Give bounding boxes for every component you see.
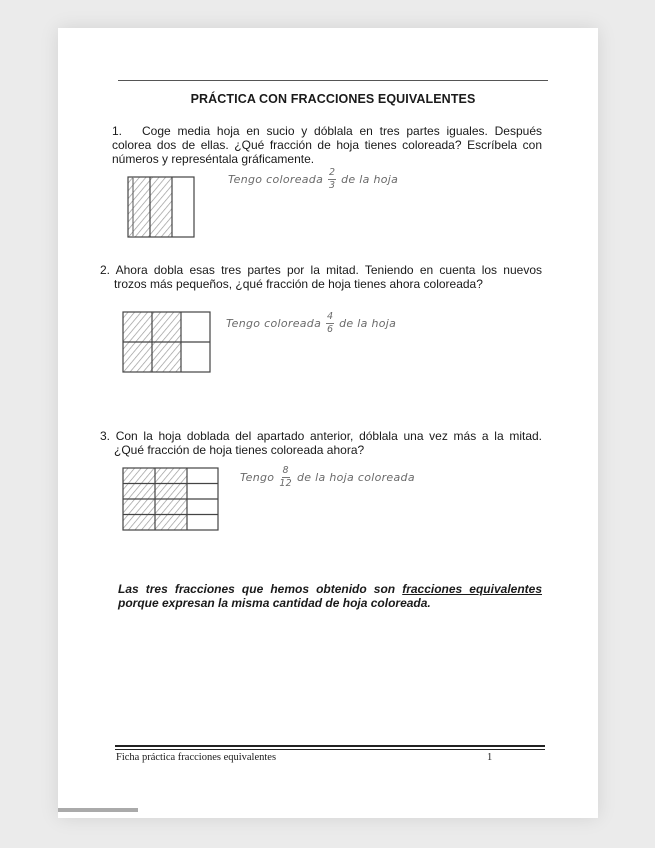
answer-1-denominator: 3 [328,180,336,191]
page-title: PRÁCTICA CON FRACCIONES EQUIVALENTES [190,92,476,106]
question-1-text-1: Coge media hoja en sucio y dóblala en tres partes iguales. Después [142,124,542,138]
header-rule [118,80,548,81]
page-edge-shadow [58,808,138,812]
answer-3-denominator: 12 [279,478,293,489]
answer-3-numerator: 8 [282,465,289,476]
figure-sixths [122,311,212,373]
footer-rule [115,745,545,747]
figure-thirds [127,176,197,238]
answer-3-post: de la hoja coloreada [297,471,415,484]
question-3-line-2: ¿Qué fracción de hoja tienes coloreada ahora? [114,443,365,457]
question-1-line-1 [112,124,542,138]
question-3-line-1: 3. Con la hoja doblada del apartado anterior, dóblala una vez más a la mitad. [100,429,542,443]
answer-2-denominator: 6 [326,324,334,335]
answer-3-pre: Tengo [240,471,275,484]
answer-2-fraction [326,312,334,335]
question-1 [112,124,542,166]
question-2-line-2: trozos más pequeños, ¿qué fracción de hoja tienes ahora coloreada? [114,277,483,291]
answer-2-numerator: 4 [326,311,334,322]
conclusion-key-term: fracciones equivalentes [402,582,542,596]
answer-3-handwritten [240,466,415,489]
question-1-number: 1. [112,124,123,138]
figure-twelfths [122,467,220,531]
answer-1-handwritten [228,168,398,191]
answer-3-fraction [279,466,292,489]
footer-title: Ficha práctica fracciones equivalentes [116,752,277,763]
page-number: 1 [487,752,493,763]
question-1-line-3: números y represéntala gráficamente. [112,152,315,166]
answer-2-post: de la hoja [339,317,397,330]
question-1-line-2: colorea dos de ellas. ¿Qué fracción de hoja tienes coloreada? Escríbela con [112,138,542,152]
conclusion-text-1: Las tres fracciones que hemos obtenido son [118,582,396,596]
answer-2-handwritten [226,312,396,335]
answer-1-fraction [328,168,336,191]
footer-rule-thin [115,749,545,750]
conclusion [118,582,542,610]
answer-1-pre: Tengo coloreada [228,173,324,186]
answer-1-post: de la hoja [341,173,399,186]
answer-2-pre: Tengo coloreada [226,317,322,330]
conclusion-line-2: porque expresan la misma cantidad de hoja coloreada. [118,596,431,610]
question-3 [100,429,542,457]
conclusion-line-1 [118,582,542,596]
question-2 [100,263,542,291]
question-2-line-1: 2. Ahora dobla esas tres partes por la mitad. Teniendo en cuenta los nuevos [100,263,542,277]
answer-1-numerator: 2 [328,167,336,178]
